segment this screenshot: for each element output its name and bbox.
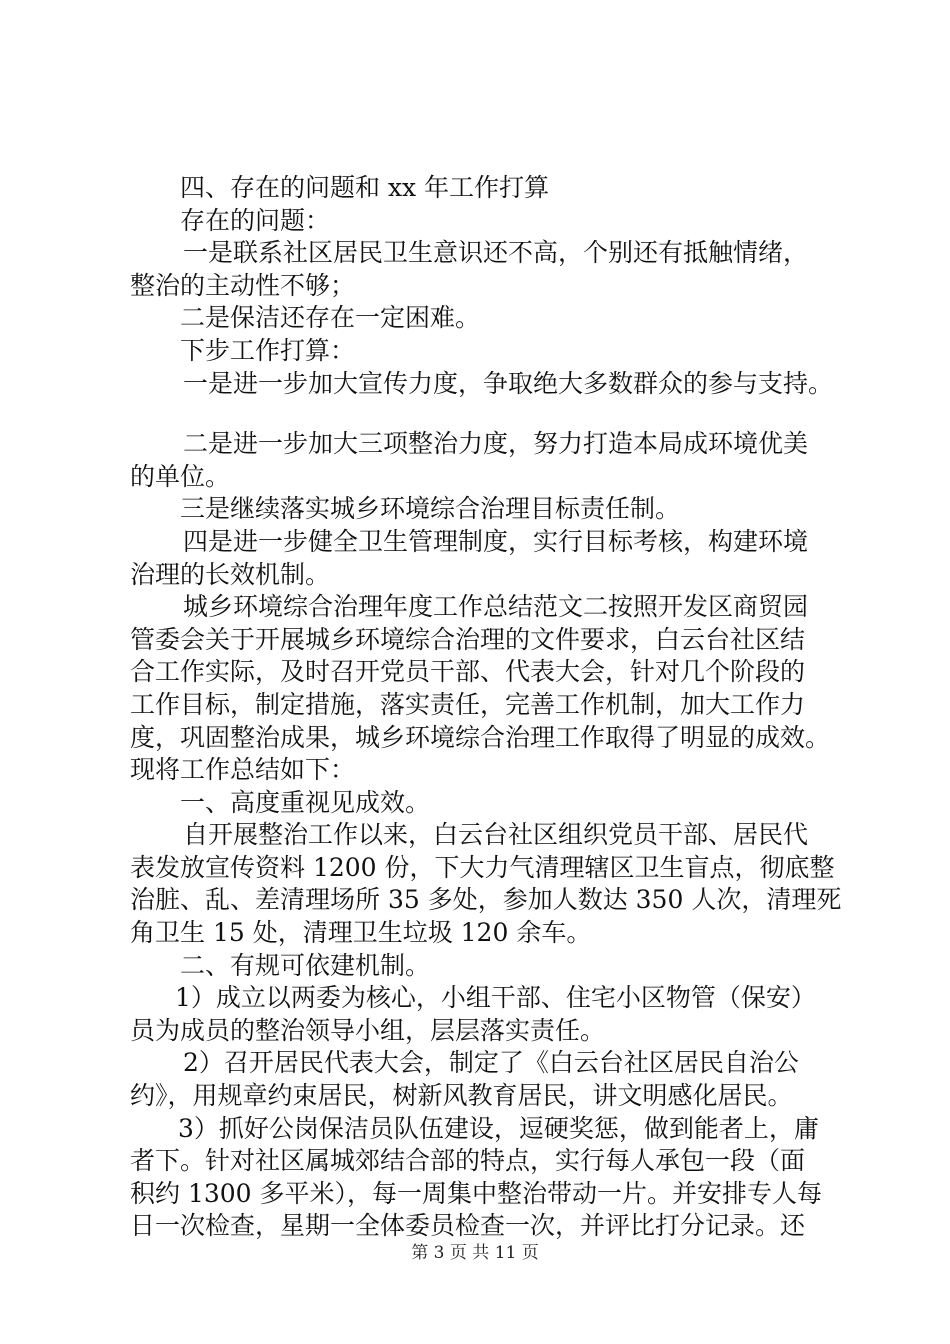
list-item-line: 日一次检查，星期一全体委员检查一次，并评比打分记录。还	[130, 1211, 806, 1241]
paragraph-line: 二是保洁还存在一定困难。	[180, 303, 481, 333]
paragraph-line: 整治的主动性不够；	[130, 270, 356, 300]
paragraph-line: 治理的长效机制。	[130, 559, 331, 589]
section-heading: 四、存在的问题和 xx 年工作打算	[180, 173, 550, 202]
section-heading: 二、有规可依建机制。	[180, 950, 431, 980]
blank-line	[130, 400, 850, 428]
paragraph-line: 自开展整治工作以来，白云台社区组织党员干部、居民代	[183, 820, 809, 850]
subheading: 下步工作打算：	[180, 335, 356, 365]
paragraph-line: 的单位。	[130, 461, 231, 491]
list-item-line: 2）召开居民代表大会，制定了《白云台社区居民自治公	[183, 1048, 799, 1078]
paragraph-line: 度，巩固整治成果，城乡环境综合治理工作取得了明显的成效。	[130, 722, 831, 752]
list-item-line: 者下。针对社区属城郊结合部的特点，实行每人承包一段（面	[130, 1146, 806, 1176]
paragraph-line: 城乡环境综合治理年度工作总结范文二按照开发区商贸园	[183, 592, 809, 622]
list-item-line: 约》，用规章约束居民，树新风教育居民，讲文明感化居民。	[130, 1081, 793, 1111]
page-number-footer: 第 3 页 共 11 页	[411, 1243, 539, 1263]
list-item-line: 3）抓好公岗保洁员队伍建设，逗硬奖惩，做到能者上，庸	[178, 1113, 819, 1143]
paragraph-line: 工作目标，制定措施，落实责任，完善工作机制，加大工作力	[130, 689, 806, 719]
paragraph-line: 二是进一步加大三项整治力度，努力打造本局成环境优美	[183, 429, 809, 459]
subheading: 存在的问题：	[180, 205, 331, 235]
paragraph-line: 合工作实际，及时召开党员干部、代表大会，针对几个阶段的	[130, 657, 806, 687]
list-item-line: 员为成员的整治领导小组，层层落实责任。	[130, 1015, 606, 1045]
paragraph-line: 一是进一步加大宣传力度，争取绝大多数群众的参与支持。	[183, 368, 834, 398]
paragraph-line: 现将工作总结如下：	[130, 755, 356, 785]
paragraph-line: 表发放宣传资料 1200 份，下大力气清理辖区卫生盲点，彻底整	[130, 852, 835, 882]
paragraph-line: 管委会关于开展城乡环境综合治理的文件要求，白云台社区结	[130, 624, 806, 654]
paragraph-line: 三是继续落实城乡环境综合治理目标责任制。	[180, 494, 681, 524]
paragraph-line: 角卫生 15 处，清理卫生垃圾 120 余车。	[130, 918, 592, 948]
list-item-line: 积约 1300 多平米），每一周集中整治带动一片。并安排专人每	[130, 1178, 823, 1208]
section-heading: 一、高度重视见成效。	[180, 787, 431, 817]
paragraph-line: 一是联系社区居民卫生意识还不高，个别还有抵触情绪，	[183, 238, 809, 268]
paragraph-line: 治脏、乱、差清理场所 35 多处，参加人数达 350 人次，清理死	[130, 885, 842, 915]
paragraph-line: 四是进一步健全卫生管理制度，实行目标考核，构建环境	[183, 526, 809, 556]
list-item-line: 1）成立以两委为核心，小组干部、住宅小区物管（保安）	[175, 983, 816, 1013]
document-body	[130, 172, 850, 1243]
